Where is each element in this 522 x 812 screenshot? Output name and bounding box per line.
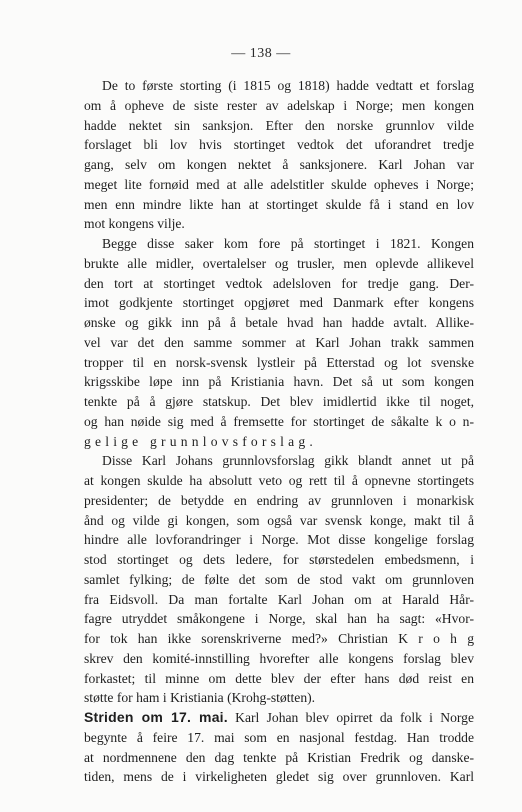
text-line: [84, 629, 474, 649]
text-line: [84, 728, 474, 748]
text-run: hindre alle lovforandringer i Norge. Mot disse kongelige forslag: [84, 532, 474, 548]
text-run: ønske og gikk inn på å betale hvad han hadde avtalt. Allike-: [84, 315, 474, 330]
text-line: [84, 590, 474, 610]
text-line: [84, 511, 474, 531]
text-line: [84, 195, 474, 215]
text-line: [84, 372, 474, 392]
text-run: vel var det den samme sommer at Karl Johan trakk sammen: [84, 334, 474, 350]
text-run: fagre utryddet småkongene i Norge, skal han ha sagt: «Hvor-: [84, 611, 474, 627]
text-run: samlet fylking; de følte det som de stod vakt om grunnloven: [84, 571, 474, 587]
text-line: [84, 274, 474, 294]
text-run: ånd og vilde gi kongen, som også var svensk konge, makt til å: [84, 512, 474, 528]
text-line: [84, 254, 474, 274]
text-run: presidenter; de betydde en endring av grunnloven i monarkisk: [84, 492, 474, 508]
text-line: [84, 451, 474, 471]
text-line: [84, 293, 474, 313]
text-line: [84, 471, 474, 491]
text-line: [84, 76, 474, 96]
text-run: for tok han ikke sorenskriverne med?» Christian K r o h g: [84, 631, 474, 646]
page-number: — 138 —: [231, 46, 291, 61]
text-line: [84, 708, 474, 728]
text-run: tenkte på å gjøre statskup. Det blev imidlertid ikke til noget,: [84, 394, 474, 409]
text-run: brukte alle midler, overtalelser og trusler, men oplevde allikevel: [84, 255, 474, 271]
text-run: mot kongens vilje.: [84, 216, 185, 232]
text-run: meget lite fornøid med at alle adelstitler skulde opheves i Norge;: [84, 176, 474, 192]
text-run: støtte for ham i Kristiania (Krohg-støtten).: [84, 690, 316, 706]
text-line: [84, 313, 474, 333]
text-run: Disse Karl Johans grunnlovsforslag gikk blandt annet ut på: [102, 453, 474, 469]
text-line: [84, 96, 474, 116]
text-run: tropper til en norsk-svensk lystleir på Etterstad og lot svenske: [84, 354, 474, 370]
text-run: og han nøide sig med å fremsette for stortinget de såkalte k o n-: [84, 413, 474, 429]
text-run: forslaget bli lov hvis stortinget vedtok det uforandret tredje: [84, 137, 474, 153]
text-line: [84, 155, 474, 175]
text-run: forkastet; til minne om dette blev der efter hans død reist en: [84, 670, 474, 686]
text-line: [84, 392, 474, 412]
text-line: [84, 688, 474, 708]
text-run: men enn mindre likte han at stortinget skulde få i stand en lov: [84, 196, 474, 212]
text-line: [84, 135, 474, 155]
text-run: Karl Johan blev opirret da folk i Norge: [227, 710, 474, 725]
text-line: [84, 214, 474, 234]
text-run: at nordmennene den dag tenkte på Kristian Fredrik og danske-: [84, 749, 474, 765]
text-run: tiden, mens de i virkeligheten gledet sig over grunnloven. Karl: [84, 769, 474, 785]
text-line: [84, 412, 474, 432]
text-run: at kongen skulde ha absolutt veto og rett til å opnevne stortingets: [84, 473, 474, 488]
text-run: hadde nektet sin sanksjon. Efter den norske grunnlov vilde: [84, 117, 474, 133]
text-line: [84, 530, 474, 550]
text-run: gelige grunnlovsforslag.: [84, 433, 317, 449]
text-run: gang, selv om kongen nektet å sanksjonere. Karl Johan var: [84, 157, 474, 172]
text-run: stod stortinget og dets ledere, for størstedelen embedsmenn, i: [84, 552, 474, 567]
text-line: [84, 234, 474, 254]
text-line: [84, 570, 474, 590]
text-line: [84, 353, 474, 373]
text-run: krigsskibe løpe inn på Kristiania havn. Det så ut som kongen: [84, 374, 474, 390]
text-run: imot godkjente stortinget opgjøret med Danmark efter kongens: [84, 295, 474, 311]
body-text: [84, 76, 474, 787]
text-line: [84, 333, 474, 353]
text-run: Begge disse saker kom fore på stortinget i 1821. Kongen: [102, 236, 474, 251]
text-line: [84, 550, 474, 570]
text-line: [84, 669, 474, 689]
text-run: om å opheve de siste rester av adelskap i Norge; men kongen: [84, 97, 474, 113]
text-line: [84, 175, 474, 195]
text-line: [84, 649, 474, 669]
text-line: [84, 432, 474, 452]
section-heading: Striden om 17. mai.: [84, 709, 228, 725]
text-line: [84, 748, 474, 768]
text-run: begynte å feire 17. mai som en nasjonal festdag. Han trodde: [84, 729, 474, 745]
text-line: [84, 767, 474, 787]
text-line: [84, 609, 474, 629]
text-line: [84, 491, 474, 511]
text-run: fra Eidsvoll. Da man fortalte Karl Johan om at Harald Hår-: [84, 591, 474, 607]
text-line: [84, 116, 474, 136]
text-run: skrev den komité-innstilling hvorefter alle kongens forslag blev: [84, 650, 474, 666]
text-run: De to første storting (i 1815 og 1818) hadde vedtatt et forslag: [102, 78, 474, 93]
text-run: den tort at stortinget vedtok adelsloven for tredje gang. Der-: [84, 275, 474, 291]
